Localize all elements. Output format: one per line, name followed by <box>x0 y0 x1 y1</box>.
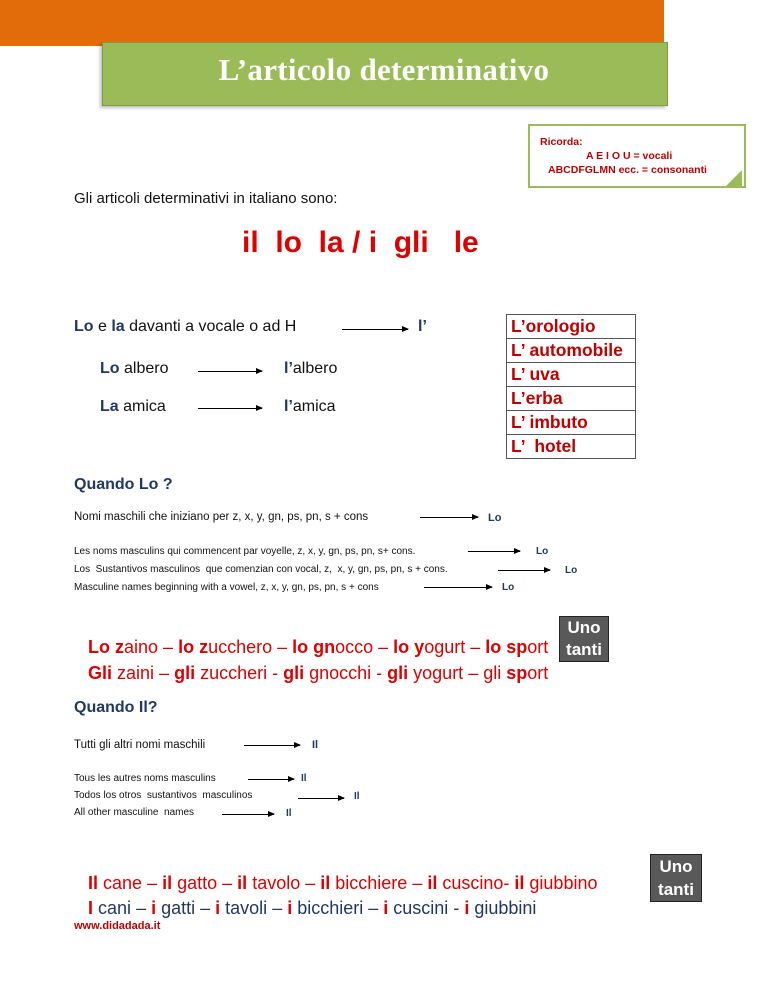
il-heading: Quando Il? <box>74 699 158 716</box>
table-row: L’ automobile <box>507 339 635 363</box>
il-rule-italian-arrow <box>244 745 300 746</box>
lo-rule-italian-arrow <box>420 517 478 518</box>
list-item: lo sport <box>485 637 549 657</box>
elision-arrow <box>342 329 408 330</box>
list-item: il gatto – <box>162 873 238 893</box>
elision-example-1: Lo albero <box>100 360 169 377</box>
list-item: I cani – <box>88 898 152 918</box>
lo-rule-spanish: Los Sustantivos masculinos que comenzian con vocal, z, x, y, gn, ps, pn, s + cons. <box>74 564 448 575</box>
footer-link[interactable]: www.didadada.it <box>74 920 161 932</box>
list-item: i tavoli – <box>215 898 288 918</box>
example-1-arrow <box>198 371 262 372</box>
lo-rule-french-result: Lo <box>536 546 549 557</box>
orange-header-bar <box>0 0 664 46</box>
list-item: i cuscini - <box>383 898 465 918</box>
il-rule-italian: Tutti gli altri nomi maschili <box>74 739 206 751</box>
il-plural-examples <box>78 877 536 919</box>
lo-rule-spanish-result: Lo <box>565 565 578 576</box>
table-row: L’erba <box>507 387 635 411</box>
articles-list: il lo la / i gli le <box>242 226 479 259</box>
list-item: Lo zaino – <box>88 637 179 657</box>
lo-rule-italian: Nomi maschili che iniziano per z, x, y, gn, ps, pn, s + cons <box>74 511 369 523</box>
list-item: il bicchiere – <box>320 873 428 893</box>
list-item: lo gnocco – <box>292 637 394 657</box>
lo-rule-french-arrow <box>468 551 520 552</box>
il-rule-spanish-result: Il <box>354 791 360 802</box>
lo-heading: Quando Lo ? <box>74 476 173 493</box>
list-item: gli zuccheri - <box>174 663 284 683</box>
elision-example-2: La amica <box>100 398 166 415</box>
list-item: i bicchieri – <box>287 898 384 918</box>
page-title: L’articolo determinativo <box>218 52 550 87</box>
list-item: Gli zaini – <box>88 663 175 683</box>
uno-tanti-badge: Uno tanti <box>559 616 609 662</box>
il-rule-french-arrow <box>248 779 294 780</box>
elision-example-2-result: l’amica <box>284 398 336 415</box>
list-item: il giubbino <box>514 873 598 893</box>
il-rule-english-arrow <box>222 814 274 815</box>
lo-rule-english: Masculine names beginning with a vowel, z, x, y, gn, ps, pn, s + cons <box>74 582 379 593</box>
note-vowels: A E I O U = vocali <box>586 150 673 162</box>
elision-result: l’ <box>418 318 427 335</box>
table-row: L’orologio <box>507 315 635 339</box>
note-consonants: ABCDFGLMN ecc. = consonanti <box>548 164 707 176</box>
example-2-arrow <box>198 408 262 409</box>
lo-rule-english-arrow <box>424 587 492 588</box>
il-rule-french-result: Il <box>301 773 307 784</box>
list-item: il tavolo – <box>237 873 321 893</box>
list-item: i gatti – <box>151 898 216 918</box>
reminder-note <box>528 124 746 188</box>
table-row: L’ hotel <box>511 436 577 456</box>
table-row: L’ imbuto <box>507 411 635 435</box>
list-item: gli gnocchi - <box>283 663 388 683</box>
il-rule-spanish: Todos los otros sustantivos masculinos <box>74 790 253 801</box>
list-item: i giubbini <box>464 898 537 918</box>
list-item: lo yogurt – <box>393 637 486 657</box>
elision-word-table <box>506 314 636 459</box>
lo-rule-italian-result: Lo <box>488 512 502 524</box>
il-rule-spanish-arrow <box>298 798 344 799</box>
note-heading: Ricorda: <box>540 136 583 148</box>
il-rule-italian-result: Il <box>312 739 319 751</box>
list-item: lo zucchero – <box>178 637 293 657</box>
lo-rule-french: Les noms masculins qui commencent par voyelle, z, x, y, gn, ps, pn, s+ cons. <box>74 546 416 557</box>
lo-plural-examples <box>78 642 548 684</box>
table-row: L’ uva <box>507 363 635 387</box>
il-rule-french: Tous les autres noms masculins <box>74 773 216 784</box>
list-item: il cuscino- <box>427 873 515 893</box>
intro-text: Gli articoli determinativi in italiano sono: <box>74 190 338 207</box>
elision-rule: Lo e la davanti a vocale o ad H <box>74 318 297 335</box>
lo-rule-english-result: Lo <box>502 582 515 593</box>
uno-tanti-badge: Uno tanti <box>650 854 702 902</box>
list-item: sport <box>506 663 549 683</box>
elision-example-1-result: l’albero <box>284 360 338 377</box>
list-item: gli yogurt – gli <box>387 663 507 683</box>
il-rule-english-result: Il <box>286 808 292 819</box>
list-item: Il cane – <box>88 873 163 893</box>
il-rule-english: All other masculine names <box>74 807 195 818</box>
lo-rule-spanish-arrow <box>498 570 550 571</box>
